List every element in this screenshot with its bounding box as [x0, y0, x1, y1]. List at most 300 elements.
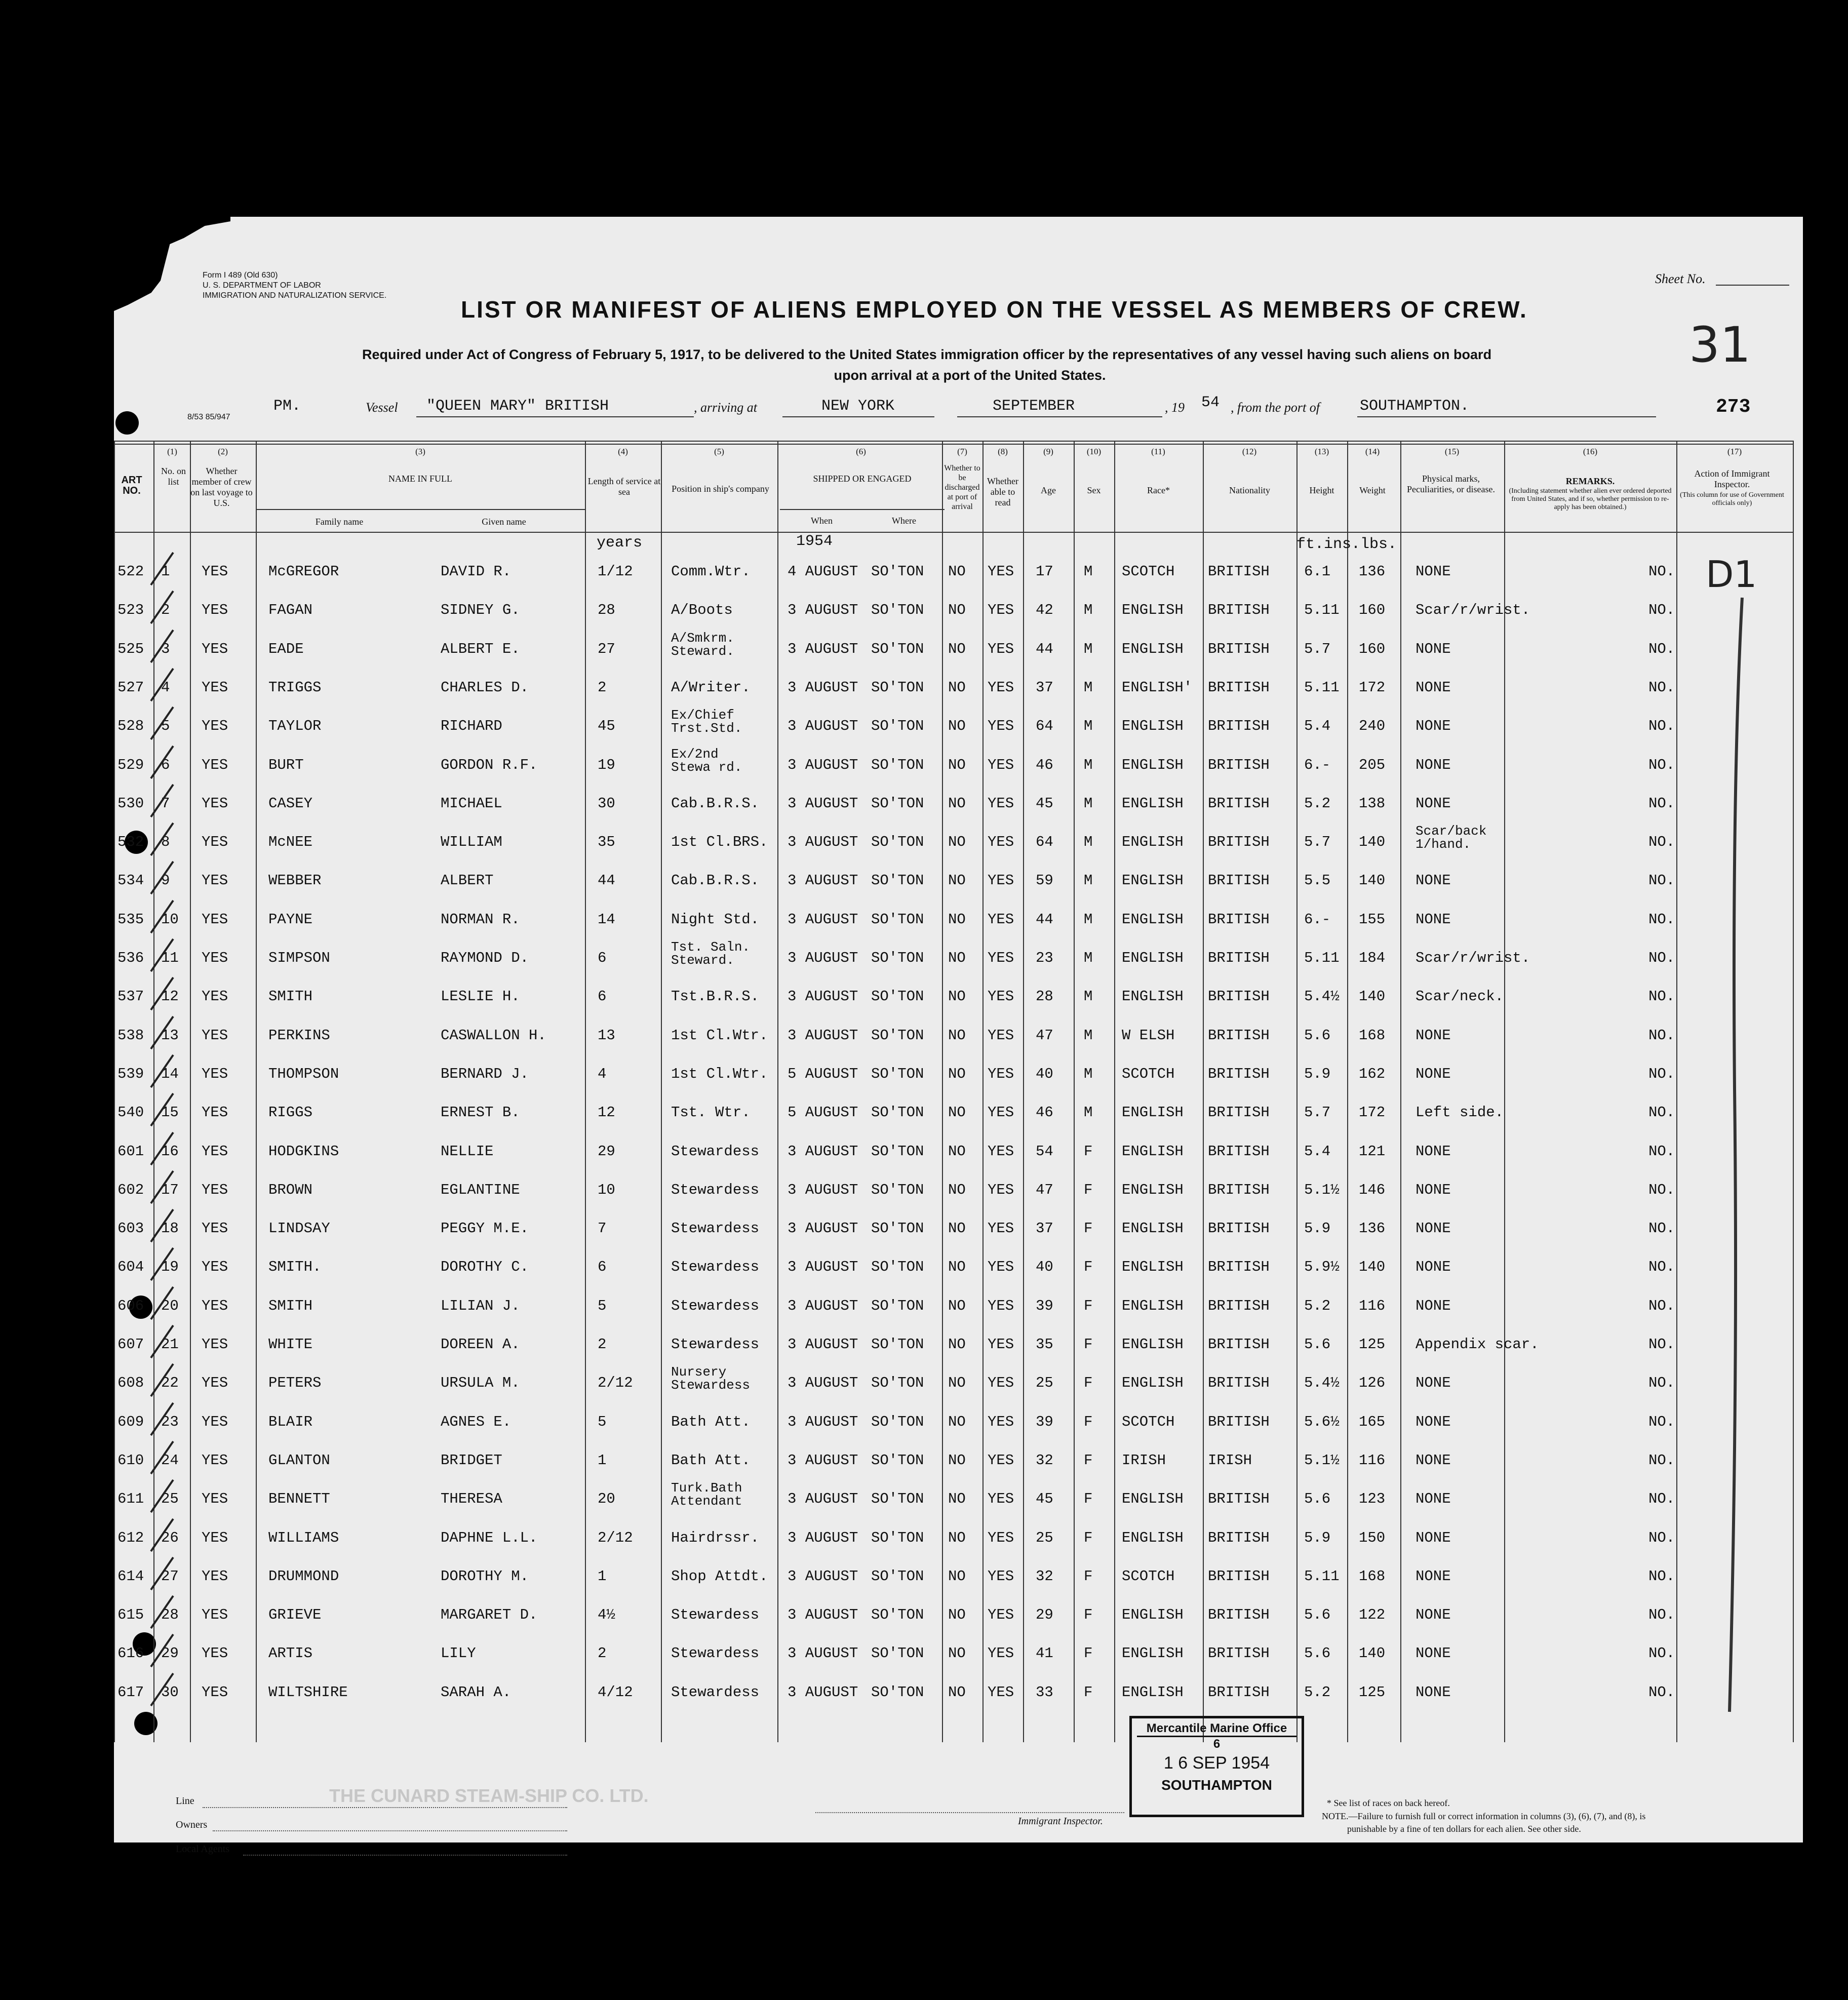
row-physical-marks: NONE	[1416, 1181, 1451, 1198]
row-crew-member: YES	[202, 1336, 228, 1353]
row-age: 29	[1036, 1606, 1053, 1624]
row-sex: F	[1084, 1413, 1093, 1430]
row-remarks: NO.	[1648, 1181, 1675, 1198]
stamp-place: SOUTHAMPTON	[1161, 1777, 1272, 1793]
row-nationality: BRITISH	[1208, 1065, 1270, 1082]
row-race: ENGLISH	[1122, 1104, 1184, 1121]
row-remarks: NO.	[1648, 1413, 1675, 1430]
row-weight: 184	[1359, 950, 1386, 966]
row-list-number: 3	[161, 640, 170, 657]
row-able-to-read: YES	[988, 1027, 1014, 1044]
row-position: A/Writer.	[671, 679, 751, 696]
row-weight: 116	[1359, 1297, 1386, 1314]
row-art-number: 601	[117, 1143, 144, 1160]
row-discharged: NO	[948, 1645, 966, 1662]
row-able-to-read: YES	[988, 1491, 1014, 1508]
row-list-number: 4	[161, 679, 170, 696]
row-position: Turk.Bath Attendant	[671, 1480, 742, 1509]
row-able-to-read: YES	[988, 1065, 1014, 1082]
row-shipped-where: SO'TON	[871, 640, 924, 657]
row-given-name: ALBERT	[441, 872, 494, 889]
column-number: (1)	[167, 447, 177, 456]
row-length-of-service: 14	[598, 911, 615, 928]
row-race: ENGLISH	[1122, 872, 1184, 889]
footer-agents-rule	[243, 1855, 567, 1856]
row-able-to-read: YES	[988, 795, 1014, 812]
row-age: 44	[1036, 640, 1053, 657]
row-race: ENGLISH	[1122, 1143, 1184, 1160]
row-list-number: 15	[161, 1104, 179, 1121]
row-physical-marks: NONE	[1416, 1065, 1451, 1082]
row-length-of-service: 1	[598, 1452, 607, 1469]
row-nationality: BRITISH	[1208, 872, 1270, 889]
row-physical-marks: NONE	[1416, 1143, 1451, 1160]
row-physical-marks: NONE	[1416, 640, 1451, 657]
row-art-number: 606	[117, 1297, 144, 1314]
row-crew-member: YES	[202, 1529, 228, 1546]
column-number: (2)	[218, 447, 228, 456]
customs-stamp	[1129, 1716, 1304, 1817]
row-length-of-service: 19	[598, 756, 615, 773]
row-remarks: NO.	[1648, 795, 1675, 812]
footer-line-value: THE CUNARD STEAM-SHIP CO. LTD.	[329, 1785, 649, 1806]
row-list-number: 30	[161, 1683, 179, 1701]
row-height: 5.11	[1304, 679, 1340, 696]
row-art-number: 607	[117, 1336, 144, 1353]
row-height: 5.7	[1304, 834, 1331, 851]
row-discharged: NO	[948, 1336, 966, 1353]
row-crew-member: YES	[202, 988, 228, 1005]
row-family-name: PAYNE	[268, 911, 313, 928]
row-position: Tst. Wtr.	[671, 1104, 751, 1121]
row-height: 5.4	[1304, 718, 1331, 735]
tick-mark	[147, 820, 177, 860]
row-remarks: NO.	[1648, 1683, 1675, 1701]
header-subrule	[780, 509, 945, 510]
row-position: Stewardess	[671, 1181, 760, 1198]
row-discharged: NO	[948, 1259, 966, 1276]
row-age: 41	[1036, 1645, 1053, 1662]
header-name-in-full: NAME IN FULL	[388, 474, 452, 484]
row-shipped-where: SO'TON	[871, 1606, 924, 1624]
row-weight: 146	[1359, 1181, 1386, 1198]
row-given-name: DOREEN A.	[441, 1336, 520, 1353]
row-shipped-where: SO'TON	[871, 1104, 924, 1121]
row-crew-member: YES	[202, 1452, 228, 1469]
row-able-to-read: YES	[988, 1683, 1014, 1701]
row-remarks: NO.	[1648, 872, 1675, 889]
row-shipped-when: 3 AUGUST	[788, 1645, 858, 1662]
row-shipped-where: SO'TON	[871, 1297, 924, 1314]
row-race: ENGLISH	[1122, 1336, 1184, 1353]
tick-mark	[147, 1322, 177, 1363]
row-remarks: NO.	[1648, 988, 1675, 1005]
row-age: 28	[1036, 988, 1053, 1005]
row-shipped-when: 3 AUGUST	[788, 1413, 858, 1430]
row-length-of-service: 2/12	[598, 1375, 633, 1392]
row-shipped-where: SO'TON	[871, 1143, 924, 1160]
row-art-number: 525	[117, 640, 144, 657]
row-sex: F	[1084, 1143, 1093, 1160]
row-race: ENGLISH	[1122, 950, 1184, 966]
row-position: Cab.B.R.S.	[671, 795, 760, 812]
row-family-name: McGREGOR	[268, 563, 339, 580]
row-given-name: NELLIE	[441, 1143, 494, 1160]
row-length-of-service: 10	[598, 1181, 615, 1198]
row-discharged: NO	[948, 563, 966, 580]
row-able-to-read: YES	[988, 602, 1014, 619]
row-physical-marks: Scar/neck.	[1416, 988, 1504, 1005]
tick-mark	[147, 1593, 177, 1633]
arrival-line	[782, 416, 934, 417]
row-sex: F	[1084, 1645, 1093, 1662]
row-art-number: 529	[117, 756, 144, 773]
tick-mark	[147, 1670, 177, 1711]
column-number: (11)	[1151, 447, 1165, 456]
row-position: Stewardess	[671, 1220, 760, 1237]
row-length-of-service: 1/12	[598, 563, 633, 580]
row-weight: 140	[1359, 988, 1386, 1005]
column-rule	[256, 441, 257, 1742]
row-nationality: BRITISH	[1208, 1491, 1270, 1508]
row-family-name: LINDSAY	[268, 1220, 330, 1237]
header-remarks-note: (Including statement whether alien ever ordered deported from United States, and if so, whether permission to re-apply has been obtained.)	[1509, 487, 1672, 511]
row-remarks: NO.	[1648, 1567, 1675, 1585]
sheet-number-handwritten: 31	[1689, 317, 1751, 373]
row-art-number: 522	[117, 563, 144, 580]
row-given-name: DAVID R.	[441, 563, 512, 580]
header-art-no: ART NO.	[121, 475, 142, 496]
row-discharged: NO	[948, 1491, 966, 1508]
column-rule	[1074, 441, 1075, 1742]
row-race: ENGLISH	[1122, 1259, 1184, 1276]
unit-year: 1954	[796, 533, 833, 550]
row-family-name: McNEE	[268, 834, 313, 851]
row-age: 59	[1036, 872, 1053, 889]
row-height: 5.11	[1304, 602, 1340, 619]
row-height: 5.5	[1304, 872, 1331, 889]
row-discharged: NO	[948, 602, 966, 619]
row-given-name: LILY	[441, 1645, 476, 1662]
header-family-name: Family name	[315, 517, 364, 527]
row-nationality: BRITISH	[1208, 563, 1270, 580]
row-race: ENGLISH	[1122, 1181, 1184, 1198]
row-weight: 140	[1359, 872, 1386, 889]
row-age: 17	[1036, 563, 1053, 580]
row-art-number: 604	[117, 1259, 144, 1276]
row-sex: M	[1084, 1027, 1093, 1044]
row-race: ENGLISH	[1122, 602, 1184, 619]
row-able-to-read: YES	[988, 1181, 1014, 1198]
row-shipped-when: 3 AUGUST	[788, 1452, 858, 1469]
row-length-of-service: 2/12	[598, 1529, 633, 1546]
row-list-number: 8	[161, 834, 170, 851]
page-number: 273	[1716, 396, 1751, 418]
row-shipped-where: SO'TON	[871, 1567, 924, 1585]
row-race: ENGLISH	[1122, 911, 1184, 928]
row-art-number: 536	[117, 950, 144, 966]
row-age: 33	[1036, 1683, 1053, 1701]
tick-mark	[147, 974, 177, 1015]
row-sex: M	[1084, 1104, 1093, 1121]
row-age: 47	[1036, 1181, 1053, 1198]
row-able-to-read: YES	[988, 1297, 1014, 1314]
row-height: 5.9½	[1304, 1259, 1340, 1276]
row-height: 5.9	[1304, 1529, 1331, 1546]
row-crew-member: YES	[202, 563, 228, 580]
column-rule	[190, 441, 191, 1742]
row-given-name: RAYMOND D.	[441, 950, 529, 966]
row-given-name: MARGARET D.	[441, 1606, 538, 1624]
row-shipped-where: SO'TON	[871, 1336, 924, 1353]
inspector-signature-rule	[815, 1812, 1124, 1814]
row-age: 42	[1036, 602, 1053, 619]
row-nationality: BRITISH	[1208, 834, 1270, 851]
year-suffix: 54	[1201, 394, 1220, 411]
tick-mark	[147, 897, 177, 938]
column-number: (7)	[957, 447, 967, 456]
vessel-label: Vessel	[366, 400, 398, 415]
row-able-to-read: YES	[988, 1220, 1014, 1237]
row-art-number: 617	[117, 1683, 144, 1701]
footer-inspector-label: Immigrant Inspector.	[1018, 1816, 1103, 1827]
header-sex: Sex	[1087, 485, 1101, 495]
row-position: Stewardess	[671, 1143, 760, 1160]
row-age: 45	[1036, 795, 1053, 812]
row-height: 5.7	[1304, 1104, 1331, 1121]
row-length-of-service: 44	[598, 872, 615, 889]
row-shipped-when: 3 AUGUST	[788, 795, 858, 812]
row-remarks: NO.	[1648, 911, 1675, 928]
row-crew-member: YES	[202, 1645, 228, 1662]
tick-mark	[147, 1090, 177, 1131]
header-action: Action of Immigrant Inspector.	[1694, 468, 1770, 489]
row-art-number: 616	[117, 1645, 144, 1662]
row-sex: M	[1084, 872, 1093, 889]
row-position: Cab.B.R.S.	[671, 872, 760, 889]
column-number: (14)	[1365, 447, 1380, 456]
row-nationality: BRITISH	[1208, 1259, 1270, 1276]
row-race: IRISH	[1122, 1452, 1166, 1469]
row-physical-marks: NONE	[1416, 795, 1451, 812]
row-able-to-read: YES	[988, 679, 1014, 696]
row-nationality: BRITISH	[1208, 1645, 1270, 1662]
row-physical-marks: NONE	[1416, 1529, 1451, 1546]
row-height: 5.9	[1304, 1220, 1331, 1237]
row-shipped-when: 3 AUGUST	[788, 1336, 858, 1353]
row-height: 6.1	[1304, 563, 1331, 580]
row-height: 5.4	[1304, 1143, 1331, 1160]
subtitle-line-2: upon arrival at a port of the United States.	[834, 368, 1106, 383]
column-number: (13)	[1314, 447, 1329, 456]
row-able-to-read: YES	[988, 1143, 1014, 1160]
tick-mark	[147, 1206, 177, 1247]
row-art-number: 534	[117, 872, 144, 889]
row-physical-marks: NONE	[1416, 1259, 1451, 1276]
row-nationality: BRITISH	[1208, 640, 1270, 657]
row-crew-member: YES	[202, 718, 228, 735]
row-crew-member: YES	[202, 1143, 228, 1160]
row-physical-marks: Scar/r/wrist.	[1416, 950, 1530, 966]
row-race: SCOTCH	[1122, 1567, 1175, 1585]
subtitle-line-1: Required under Act of Congress of February 5, 1917, to be delivered to the United States immigration officer by the representatives of any vessel having such aliens on board	[362, 347, 1492, 362]
row-position: Night Std.	[671, 911, 760, 928]
tick-mark	[147, 588, 177, 629]
column-rule	[1347, 441, 1348, 1742]
row-art-number: 609	[117, 1413, 144, 1430]
tick-mark	[147, 858, 177, 899]
row-length-of-service: 5	[598, 1297, 607, 1314]
row-nationality: BRITISH	[1208, 602, 1270, 619]
row-shipped-where: SO'TON	[871, 602, 924, 619]
row-shipped-when: 3 AUGUST	[788, 679, 858, 696]
row-sex: M	[1084, 988, 1093, 1005]
row-age: 25	[1036, 1375, 1053, 1392]
row-length-of-service: 4½	[598, 1606, 615, 1624]
row-remarks: NO.	[1648, 950, 1675, 966]
row-shipped-when: 5 AUGUST	[788, 1065, 858, 1082]
row-length-of-service: 12	[598, 1104, 615, 1121]
row-sex: F	[1084, 1683, 1093, 1701]
header-age: Age	[1041, 485, 1056, 495]
row-age: 47	[1036, 1027, 1053, 1044]
row-age: 25	[1036, 1529, 1053, 1546]
row-age: 40	[1036, 1065, 1053, 1082]
column-rule	[661, 441, 662, 1742]
tick-mark	[147, 1516, 177, 1556]
row-physical-marks: NONE	[1416, 1375, 1451, 1392]
column-rule	[114, 441, 115, 1742]
header-where: Where	[892, 516, 916, 526]
row-shipped-where: SO'TON	[871, 950, 924, 966]
row-list-number: 11	[161, 950, 179, 966]
form-number: Form I 489 (Old 630)	[203, 271, 278, 280]
row-list-number: 16	[161, 1143, 179, 1160]
row-height: 5.1½	[1304, 1181, 1340, 1198]
row-length-of-service: 4	[598, 1065, 607, 1082]
row-length-of-service: 30	[598, 795, 615, 812]
header-height: Height	[1309, 485, 1334, 495]
row-sex: F	[1084, 1336, 1093, 1353]
row-art-number: 540	[117, 1104, 144, 1121]
row-remarks: NO.	[1648, 640, 1675, 657]
header-subrule	[256, 509, 585, 510]
row-weight: 172	[1359, 679, 1386, 696]
row-crew-member: YES	[202, 795, 228, 812]
row-list-number: 20	[161, 1297, 179, 1314]
header-no-on-list: No. on list	[161, 466, 186, 487]
row-discharged: NO	[948, 1452, 966, 1469]
row-race: ENGLISH	[1122, 1683, 1184, 1701]
row-discharged: NO	[948, 640, 966, 657]
row-list-number: 27	[161, 1567, 179, 1585]
row-sex: M	[1084, 834, 1093, 851]
row-shipped-where: SO'TON	[871, 911, 924, 928]
row-given-name: ERNEST B.	[441, 1104, 520, 1121]
row-race: ENGLISH	[1122, 1220, 1184, 1237]
row-able-to-read: YES	[988, 1259, 1014, 1276]
sheet-label: Sheet No.	[1655, 271, 1706, 286]
row-shipped-when: 3 AUGUST	[788, 1567, 858, 1585]
tick-mark	[147, 1438, 177, 1479]
row-race: ENGLISH	[1122, 1297, 1184, 1314]
department: U. S. DEPARTMENT OF LABOR	[203, 281, 321, 290]
column-number: (12)	[1242, 447, 1257, 456]
departure-line	[1357, 416, 1656, 417]
row-age: 39	[1036, 1297, 1053, 1314]
header-nationality: Nationality	[1229, 485, 1270, 495]
row-physical-marks: NONE	[1416, 1452, 1451, 1469]
row-length-of-service: 28	[598, 602, 615, 619]
row-crew-member: YES	[202, 1413, 228, 1430]
column-rule	[585, 441, 586, 1742]
row-list-number: 29	[161, 1645, 179, 1662]
row-nationality: BRITISH	[1208, 1336, 1270, 1353]
row-nationality: BRITISH	[1208, 1104, 1270, 1121]
row-given-name: PEGGY M.E.	[441, 1220, 529, 1237]
row-position: 1st Cl.Wtr.	[671, 1065, 768, 1082]
row-family-name: RIGGS	[268, 1104, 313, 1121]
row-nationality: BRITISH	[1208, 1606, 1270, 1624]
row-shipped-where: SO'TON	[871, 1027, 924, 1044]
row-able-to-read: YES	[988, 872, 1014, 889]
row-weight: 136	[1359, 1220, 1386, 1237]
row-shipped-when: 3 AUGUST	[788, 756, 858, 773]
row-shipped-where: SO'TON	[871, 1413, 924, 1430]
row-given-name: URSULA M.	[441, 1375, 520, 1392]
row-age: 32	[1036, 1452, 1053, 1469]
row-nationality: BRITISH	[1208, 950, 1270, 966]
row-sex: M	[1084, 718, 1093, 735]
row-list-number: 1	[161, 563, 170, 580]
row-shipped-when: 3 AUGUST	[788, 911, 858, 928]
row-height: 5.4½	[1304, 1375, 1340, 1392]
row-age: 35	[1036, 1336, 1053, 1353]
row-race: ENGLISH	[1122, 1491, 1184, 1508]
row-shipped-where: SO'TON	[871, 1259, 924, 1276]
row-length-of-service: 20	[598, 1491, 615, 1508]
row-able-to-read: YES	[988, 1606, 1014, 1624]
row-crew-member: YES	[202, 640, 228, 657]
row-sex: F	[1084, 1606, 1093, 1624]
row-discharged: NO	[948, 911, 966, 928]
row-given-name: LILIAN J.	[441, 1297, 520, 1314]
row-crew-member: YES	[202, 1606, 228, 1624]
row-family-name: BENNETT	[268, 1491, 330, 1508]
row-race: ENGLISH	[1122, 1606, 1184, 1624]
row-family-name: EADE	[268, 640, 304, 657]
row-length-of-service: 2	[598, 679, 607, 696]
footer-line-label: Line	[176, 1795, 194, 1807]
tick-mark	[147, 665, 177, 706]
row-nationality: BRITISH	[1208, 1529, 1270, 1546]
row-discharged: NO	[948, 950, 966, 966]
row-shipped-when: 3 AUGUST	[788, 834, 858, 851]
tick-mark	[147, 627, 177, 668]
row-shipped-where: SO'TON	[871, 795, 924, 812]
row-physical-marks: Scar/back 1/hand.	[1416, 823, 1487, 852]
row-art-number: 615	[117, 1606, 144, 1624]
header-given-name: Given name	[482, 517, 526, 527]
year-prefix: , 19	[1165, 400, 1185, 415]
row-art-number: 528	[117, 718, 144, 735]
row-shipped-where: SO'TON	[871, 1065, 924, 1082]
row-family-name: BROWN	[268, 1181, 313, 1198]
row-nationality: IRISH	[1208, 1452, 1252, 1469]
row-nationality: BRITISH	[1208, 1567, 1270, 1585]
row-given-name: CHARLES D.	[441, 679, 529, 696]
row-given-name: AGNES E.	[441, 1413, 512, 1430]
